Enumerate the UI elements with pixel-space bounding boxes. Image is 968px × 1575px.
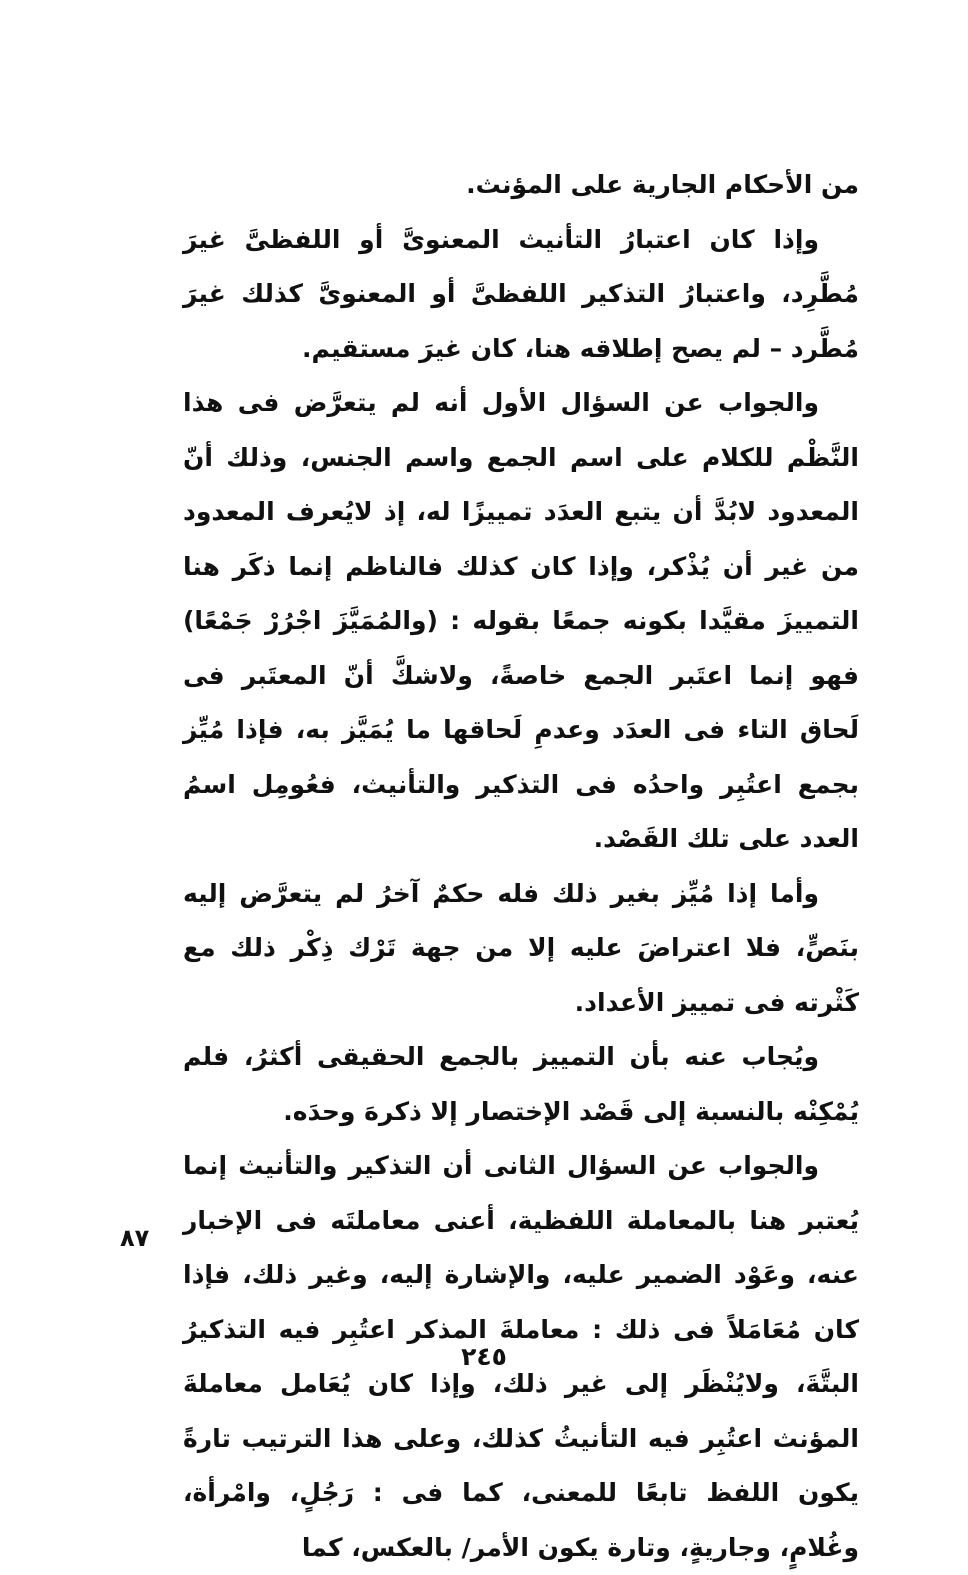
margin-folio-number: ٨٧ xyxy=(120,1224,150,1252)
paragraph: وأما إذا مُيِّز بغير ذلك فله حكمٌ آخرُ لم يتعرَّض إليه بنَصٍّ، فلا اعتراضَ عليه إلا من جهة تَرْك ذِكْر ذلك مع كَثْرته فى تمييز الأعداد. xyxy=(183,878,859,1017)
paragraph: والجواب عن السؤال الأول أنه لم يتعرَّض فى هذا النَّظْم للكلام على اسم الجمع واسم الجنس، وذلك أنّ المعدود لابُدَّ أن يتبع العدَد تمييزًا له، إذ لايُعرف المعدود من غير أن يُذْكر، وإذا كان كذلك فالناظم إنما ذكَر هنا التمييزَ مقيَّدا بكونه جمعًا بقوله : (والمُمَيَّزَ اجْرُرْ جَمْعًا) فهو إنما اعتَبر الجمع خاصةً، ولاشكَّ أنّ المعتَبر فى لَحاق التاء فى العدَد وعدمِ لَحاقها ما يُمَيَّز به، فإذا مُيِّز بجمع اعتُبِر واحدُه فى التذكير والتأنيث، فعُومِل اسمُ العدد على تلك القَصْد. xyxy=(183,388,859,853)
paragraph: وإذا كان اعتبارُ التأنيث المعنوىَّ أو اللفظىَّ غيرَ مُطَّرِد، واعتبارُ التذكير اللفظىَّ أو المعنوىَّ كذلك غيرَ مُطَّرد – لم يصح إطلاقه هنا، كان غيرَ مستقيم. xyxy=(183,224,859,363)
paragraph: ويُجاب عنه بأن التمييز بالجمع الحقيقى أكثرُ، فلم يُمْكِنْه بالنسبة إلى قَصْد الإختصار إلا ذكرهَ وحدَه. xyxy=(183,1042,859,1126)
page-number: ٢٤٥ xyxy=(461,1342,507,1371)
paragraph-continuation: من الأحكام الجارية على المؤنث. xyxy=(466,170,859,199)
paragraph: والجواب عن السؤال الثانى أن التذكير والتأنيث إنما يُعتبر هنا بالمعاملة اللفظية، أعنى معاملتَه فى الإخبار عنه، وعَوْد الضمير عليه، والإشارة إليه، وغير ذلك، فإذا كان مُعَامَلاً فى ذلك : معاملةَ المذكر اعتُبِر فيه التذكيرُ البتَّةَ، ولايُنْظَر إلى غير ذلك، وإذا كان يُعَامل معاملةَ المؤنث اعتُبِر فيه التأنيثُ كذلك، وعلى هذا الترتيب تارةً يكون اللفظ تابعًا للمعنى، كما فى : رَجُلٍ، وامْرأة، وغُلامٍ، وجاريةٍ، وتارة يكون الأمر/ بالعكس، كما xyxy=(183,1151,859,1562)
